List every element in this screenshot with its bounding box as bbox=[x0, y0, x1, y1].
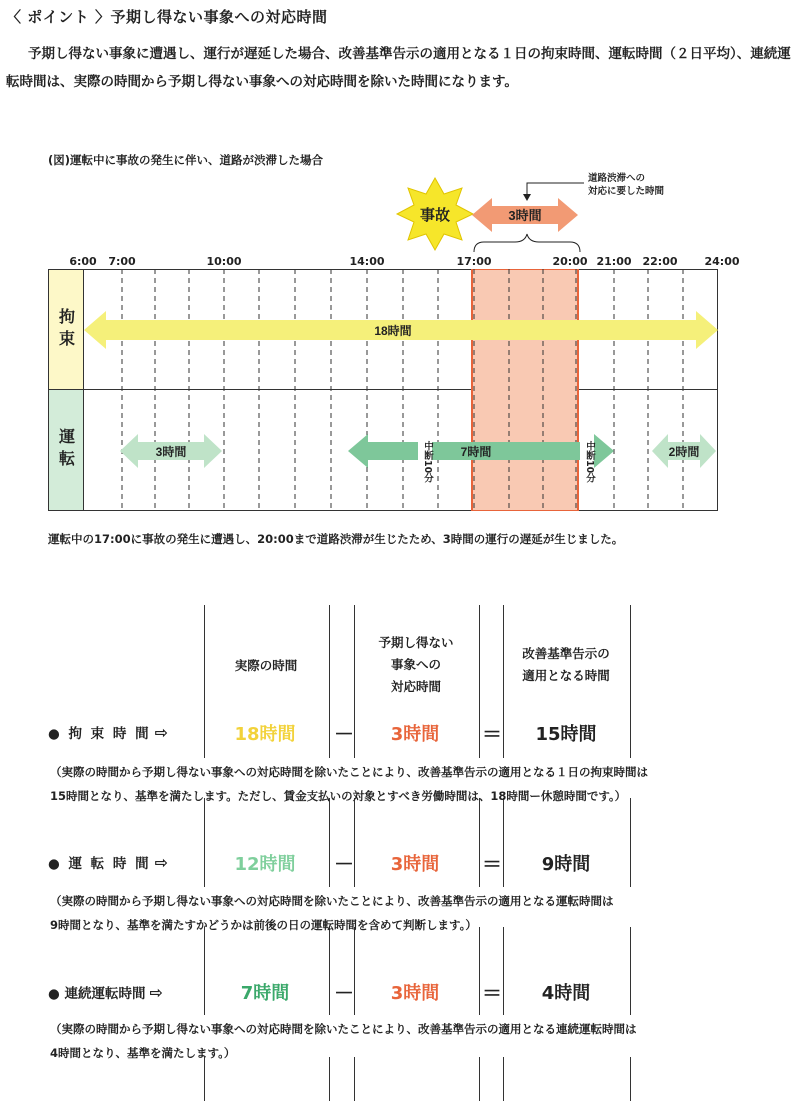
drive-bar-2-label: 7時間 bbox=[460, 445, 492, 459]
intro-text: 予期し得ない事象に遭遇し、運行が遅延した場合、改善基準告示の適用となる１日の拘束時間、運転時間（２日平均）、連続運転時間は、実際の時間から予期し得ない事象への対応時間を除いた時間になります。 bbox=[6, 46, 791, 90]
pause-label-2: 中断10分 bbox=[580, 440, 594, 484]
tick-label: 7:00 bbox=[108, 255, 136, 268]
result-value-kousoku: 15時間 bbox=[535, 724, 597, 745]
accident-label: 事故 bbox=[419, 207, 451, 224]
row-head-unten: 運転 bbox=[49, 390, 84, 510]
tick-label: 6:00 bbox=[69, 255, 97, 268]
column-header-actual: 実際の時間 bbox=[234, 658, 298, 673]
tick-label: 24:00 bbox=[704, 255, 740, 268]
note-line: （実際の時間から予期し得ない事象への対応時間を除いたことにより、改善基準告示の適用となる運転時間は bbox=[50, 894, 614, 908]
figure-footnote: 運転中の17:00に事故の発生に遭遇し、20:00まで道路渋滞が生じたため、3時間の運行の遅延が生じました。 bbox=[48, 532, 624, 546]
arrow-icon: ⇨ bbox=[154, 723, 170, 742]
column-header-result: 改善基準告示の 適用となる時間 bbox=[522, 646, 610, 683]
tick-label: 22:00 bbox=[642, 255, 678, 268]
minus-sign: － bbox=[334, 852, 354, 876]
tick-label: 14:00 bbox=[349, 255, 385, 268]
arrow-icon: ⇨ bbox=[154, 853, 170, 872]
actual-value-kousoku: 18時間 bbox=[234, 724, 296, 745]
note-kousoku bbox=[50, 760, 780, 808]
callout-leader-head bbox=[523, 194, 531, 201]
intro-paragraph bbox=[6, 40, 791, 96]
kousoku-bar-label: 18時間 bbox=[374, 324, 412, 338]
note-line: 4時間となり、基準を満たします。） bbox=[50, 1046, 236, 1060]
actual-value-unten: 12時間 bbox=[234, 854, 296, 875]
equals-sign: ＝ bbox=[482, 852, 502, 876]
row-label-text: 連続運転時間 bbox=[64, 986, 146, 1002]
note-line: 15時間となり、基準を満たします。ただし、賃金支払いの対象とすべき労働時間は、18時間ー休憩時間です。） bbox=[50, 789, 627, 803]
note-line: （実際の時間から予期し得ない事象への対応時間を除いたことにより、改善基準告示の適用となる１日の拘束時間は bbox=[50, 765, 648, 779]
note-line: 9時間となり、基準を満たすかどうかは前後の日の運転時間を含めて判断します。） bbox=[50, 918, 477, 932]
deduct-value-unten: 3時間 bbox=[390, 854, 440, 875]
minus-sign: － bbox=[334, 981, 354, 1005]
tick-label: 20:00 bbox=[552, 255, 588, 268]
actual-value-renzoku: 7時間 bbox=[240, 983, 290, 1004]
tick-label: 17:00 bbox=[456, 255, 492, 268]
deduct-value-renzoku: 3時間 bbox=[390, 983, 440, 1004]
row-label-renzoku: ● 連続運転時間 ⇨ bbox=[48, 983, 163, 1002]
equals-sign: ＝ bbox=[482, 981, 502, 1005]
result-value-renzoku: 4時間 bbox=[541, 983, 591, 1004]
callout-leader bbox=[527, 183, 584, 197]
delay-brace bbox=[474, 234, 580, 252]
note-unten bbox=[50, 889, 780, 937]
result-value-unten: 9時間 bbox=[541, 854, 591, 875]
row-label-unten: ● 運 転 時 間 ⇨ bbox=[48, 853, 170, 872]
drive-bar-1-label: 3時間 bbox=[155, 445, 187, 459]
tick-label: 10:00 bbox=[206, 255, 242, 268]
tick-label: 21:00 bbox=[596, 255, 632, 268]
figure-top-graphics bbox=[0, 170, 795, 255]
arrow-icon: ⇨ bbox=[149, 983, 163, 1002]
delay-label: 3時間 bbox=[508, 208, 542, 223]
callout-line-2: 対応に要した時間 bbox=[588, 186, 665, 197]
time-axis bbox=[0, 255, 795, 269]
delay-region bbox=[472, 269, 578, 511]
gridlines bbox=[122, 269, 683, 511]
note-line: （実際の時間から予期し得ない事象への対応時間を除いたことにより、改善基準告示の適用となる連続運転時間は bbox=[50, 1022, 637, 1036]
callout-line-1: 道路渋滞への bbox=[588, 173, 646, 184]
minus-sign: － bbox=[334, 722, 354, 746]
row-head-kousoku: 拘束 bbox=[49, 270, 84, 390]
row-label-kousoku: ● 拘 束 時 間 ⇨ bbox=[48, 723, 170, 742]
note-renzoku bbox=[50, 1017, 780, 1065]
drive-bar-3-label: 2時間 bbox=[668, 445, 700, 459]
pause-label-1: 中断10分 bbox=[418, 440, 432, 484]
column-header-deduct: 予期し得ない 事象への 対応時間 bbox=[378, 635, 454, 694]
page-heading: 〈 ポイント 〉予期し得ない事象への対応時間 bbox=[6, 8, 328, 26]
equals-sign: ＝ bbox=[482, 722, 502, 746]
row-label-text: 拘 束 時 間 bbox=[68, 726, 151, 742]
deduct-value-kousoku: 3時間 bbox=[390, 724, 440, 745]
figure-caption: (図)運転中に事故の発生に伴い、道路が渋滞した場合 bbox=[48, 153, 324, 167]
timeline-graphics bbox=[48, 269, 718, 511]
row-label-text: 運 転 時 間 bbox=[68, 856, 151, 872]
